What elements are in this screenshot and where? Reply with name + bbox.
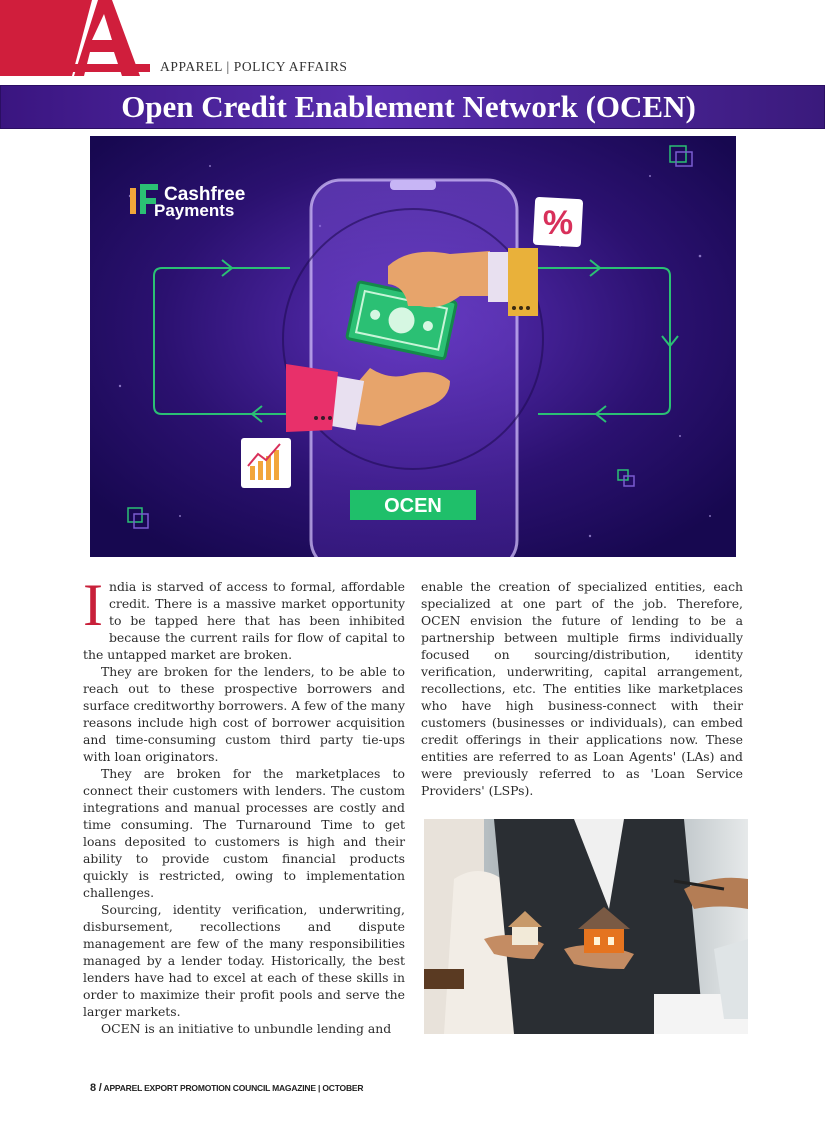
paragraph-3: They are broken for the marketplaces to connect their customers with lenders. The custom integrations and manual processes are costly and time consuming. The Turnaround Time to get loans deposited to customers is high and their ability to provide custom financial products quickly is restricted, owing to implementation challenges.: [83, 766, 405, 900]
paragraph-6: enable the creation of specialized entities, each specialized at one part of the job. Therefore, OCEN envision the future of lending to be a partnership between multiple firms individually focused on sourcing/distribution, identity verification, underwriting, capital arrangement, recollections, etc. The entities like marketplaces who have high business-connect with their customers (businesses or individuals), can embed credit offerings in their applications now. These entities are referred to as Loan Agents' (LAs) and were previously referred to as 'Loan Service Providers' (LSPs).: [421, 579, 743, 798]
article-column-1: [83, 572, 405, 1037]
page-footer: [90, 1082, 363, 1094]
brand-line-1: Cashfree: [164, 184, 246, 205]
percent-icon: %: [542, 204, 574, 242]
ocen-badge: OCEN: [384, 495, 442, 517]
house-models-photo: [424, 819, 748, 1034]
paragraph-2: They are broken for the lenders, to be able to reach out to these prospective borrowers and surface creditworthy borrowers. A few of the many reasons include high cost of borrower acquisition and time-consuming custom third party tie-ups with loan originators.: [83, 664, 405, 764]
drop-cap: I: [83, 572, 103, 638]
article-column-2: [421, 578, 743, 799]
ocen-hero-illustration: [90, 136, 736, 557]
page-number: 8 /: [90, 1082, 102, 1094]
paragraph-5: OCEN is an initiative to unbundle lending and: [101, 1021, 392, 1036]
footer-text: APPAREL EXPORT PROMOTION COUNCIL MAGAZINE | OCTOBER: [103, 1083, 364, 1093]
brand-line-2: Payments: [154, 201, 235, 220]
page-title: Open Credit Enablement Network (OCEN): [121, 89, 696, 124]
paragraph-1: ndia is starved of access to formal, affordable credit. There is a massive market opportunity to be tapped here that has been inhibited because the current rails for flow of capital to the untapped market are broken.: [83, 579, 405, 662]
paragraph-4: Sourcing, identity verification, underwriting, disbursement, recollections and dispute management are few of the many responsibilities managed by a lender today. Historically, the best lenders have had to excel at each of these skills in order to maximize their profit pools and serve the larger markets.: [83, 902, 405, 1019]
magazine-logo: [0, 0, 150, 76]
section-label: APPAREL | POLICY AFFAIRS: [160, 59, 348, 74]
